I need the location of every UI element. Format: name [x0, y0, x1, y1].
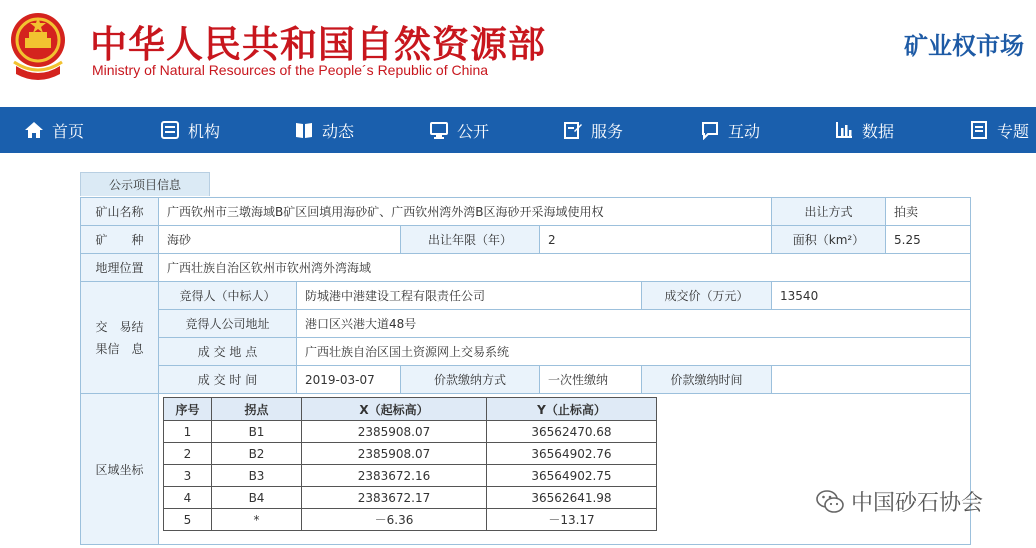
building-icon [160, 120, 180, 140]
cell-index: 5 [164, 509, 212, 531]
cell-point: B1 [212, 421, 302, 443]
section-title: 矿业权市场 [904, 32, 1024, 60]
coords-label: 区域坐标 [81, 394, 159, 545]
term-label: 出让年限（年） [401, 226, 540, 254]
coords-cell [159, 394, 971, 545]
cell-index: 4 [164, 487, 212, 509]
payment-method-value: 一次性缴纳 [540, 366, 642, 394]
nav-item-data[interactable] [834, 107, 894, 153]
nav-label: 机构 [188, 121, 221, 141]
deal-place-value: 广西壮族自治区国土资源网上交易系统 [297, 338, 971, 366]
monitor-icon [429, 120, 449, 140]
nav-label: 专题 [997, 121, 1030, 141]
term-value: 2 [540, 226, 772, 254]
cell-point: B2 [212, 443, 302, 465]
nav-label: 互动 [728, 121, 761, 141]
col-header-y: Y（止标高） [487, 398, 657, 421]
coords-header-row [164, 398, 657, 421]
nav-label: 动态 [322, 121, 355, 141]
cell-index: 1 [164, 421, 212, 443]
cell-x: 2383672.16 [302, 465, 487, 487]
nav-item-org[interactable] [160, 107, 220, 153]
cell-y: 36564902.75 [487, 465, 657, 487]
main-nav [0, 107, 1036, 153]
edit-icon [563, 120, 583, 140]
cell-y: 36562641.98 [487, 487, 657, 509]
cell-x: －6.36 [302, 509, 487, 531]
cell-y: 36564902.76 [487, 443, 657, 465]
transfer-method-value: 拍卖 [886, 198, 971, 226]
area-label: 面积（km²） [772, 226, 886, 254]
ministry-title-en: Ministry of Natural Resources of the People´s Republic of China [92, 62, 489, 78]
mineral-value: 海砂 [159, 226, 401, 254]
cell-x: 2385908.07 [302, 421, 487, 443]
table-row [164, 443, 657, 465]
cell-y: 36562470.68 [487, 421, 657, 443]
watermark-text: 中国砂石协会 [851, 491, 984, 516]
cell-x: 2385908.07 [302, 443, 487, 465]
trade-result-label: 交 易结 果信 息 [81, 282, 159, 394]
cell-y: －13.17 [487, 509, 657, 531]
home-icon [24, 120, 44, 140]
cell-index: 3 [164, 465, 212, 487]
payment-method-label: 价款缴纳方式 [401, 366, 540, 394]
bidder-address-label: 竞得人公司地址 [159, 310, 297, 338]
nav-item-service[interactable] [563, 107, 623, 153]
location-value: 广西壮族自治区钦州市钦州湾外湾海域 [159, 254, 971, 282]
table-row [164, 509, 657, 531]
nav-label: 数据 [862, 121, 895, 141]
book-icon [294, 120, 314, 140]
table-row [164, 421, 657, 443]
deal-time-label: 成 交 时 间 [159, 366, 297, 394]
cell-index: 2 [164, 443, 212, 465]
area-value: 5.25 [886, 226, 971, 254]
site-header [0, 0, 1036, 107]
nav-item-public[interactable] [429, 107, 489, 153]
tab-public-project-info[interactable]: 公示项目信息 [80, 172, 210, 196]
deal-place-label: 成 交 地 点 [159, 338, 297, 366]
cell-point: * [212, 509, 302, 531]
table-row [164, 487, 657, 509]
nav-label: 首页 [52, 121, 85, 141]
watermark [815, 486, 983, 517]
bidder-label: 竞得人（中标人） [159, 282, 297, 310]
transfer-method-label: 出让方式 [772, 198, 886, 226]
mine-name-value: 广西钦州市三墩海域B矿区回填用海砂矿、广西钦州湾外湾B区海砂开采海域使用权 [159, 198, 772, 226]
wechat-icon [815, 488, 845, 516]
nav-item-interact[interactable] [700, 107, 760, 153]
mine-name-label: 矿山名称 [81, 198, 159, 226]
cell-point: B4 [212, 487, 302, 509]
price-label: 成交价（万元） [642, 282, 772, 310]
location-label: 地理位置 [81, 254, 159, 282]
price-value: 13540 [772, 282, 971, 310]
cell-x: 2383672.17 [302, 487, 487, 509]
table-row [164, 465, 657, 487]
deal-time-value: 2019-03-07 [297, 366, 401, 394]
nav-item-news[interactable] [294, 107, 354, 153]
bidder-value: 防城港中港建设工程有限责任公司 [297, 282, 642, 310]
nav-label: 公开 [457, 121, 490, 141]
ministry-title-cn: 中华人民共和国自然资源部 [90, 22, 546, 66]
bidder-address-value: 港口区兴港大道48号 [297, 310, 971, 338]
bar-chart-icon [834, 120, 854, 140]
payment-time-value [772, 366, 971, 394]
payment-time-label: 价款缴纳时间 [642, 366, 772, 394]
cell-point: B3 [212, 465, 302, 487]
mineral-label: 矿 种 [81, 226, 159, 254]
coords-table [163, 397, 657, 531]
national-emblem-icon [8, 8, 68, 84]
col-header-x: X（起标高） [302, 398, 487, 421]
col-header-point: 拐点 [212, 398, 302, 421]
col-header-index: 序号 [164, 398, 212, 421]
chat-icon [700, 120, 720, 140]
nav-item-topics[interactable] [969, 107, 1029, 153]
nav-item-home[interactable] [24, 107, 84, 153]
document-icon [969, 120, 989, 140]
nav-label: 服务 [591, 121, 624, 141]
